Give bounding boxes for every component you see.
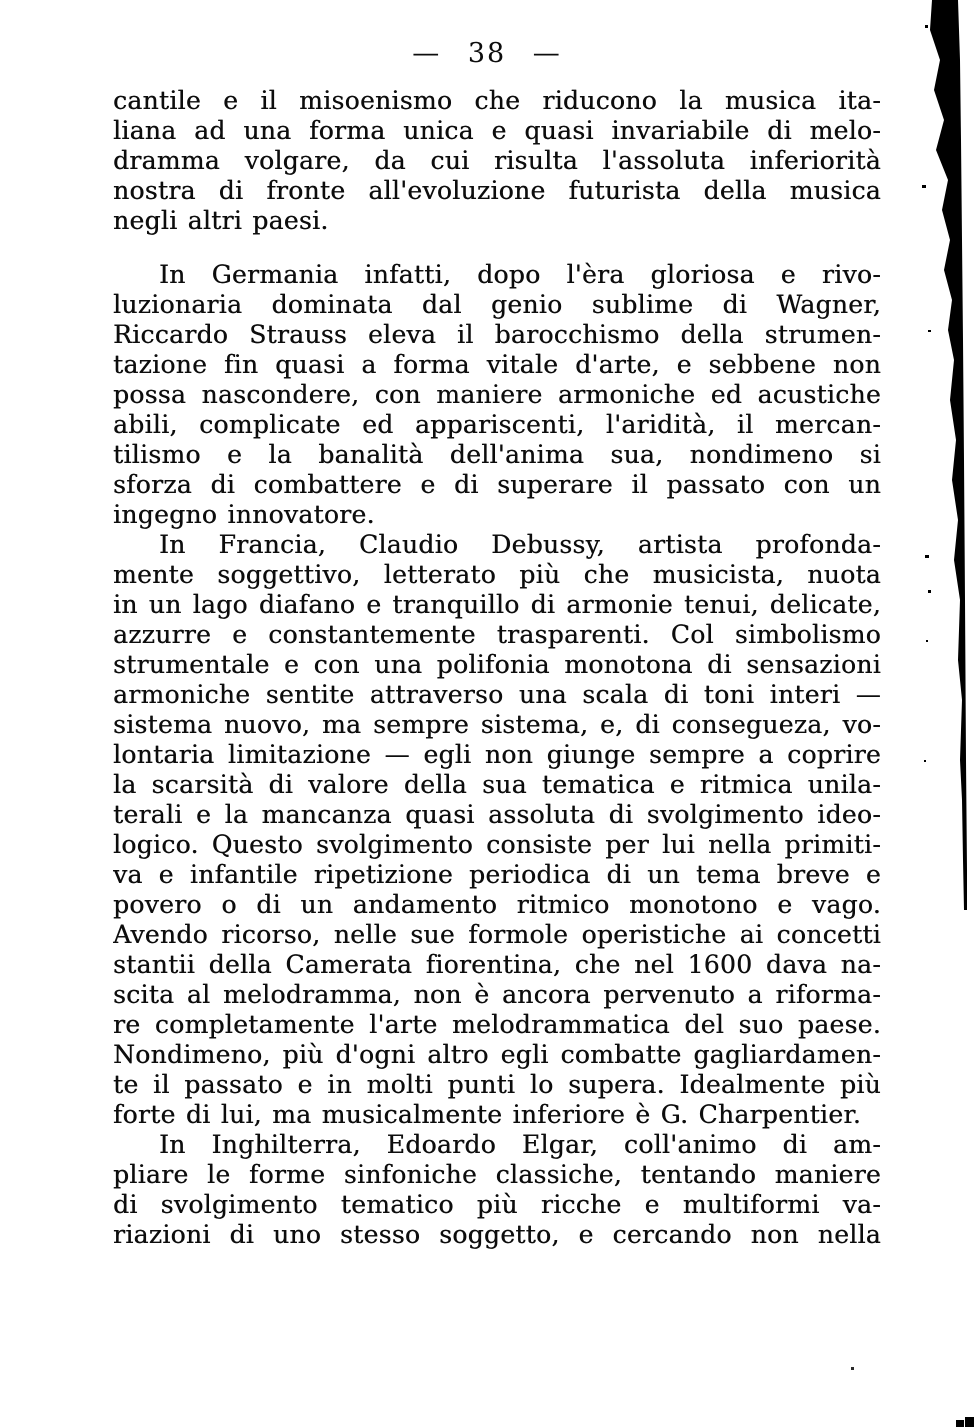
text-line: in un lago diafano e tranquillo di armonie tenui, delicate, bbox=[113, 590, 881, 619]
text-line: riazioni di uno stesso soggetto, e cercando non nella bbox=[113, 1220, 881, 1249]
text-line: stantii della Camerata fiorentina, che nel 1600 dava na- bbox=[113, 950, 881, 979]
text-line: va e infantile ripetizione periodica di un tema breve e bbox=[113, 860, 881, 889]
text-line: negli altri paesi. bbox=[113, 206, 329, 235]
text-line: Avendo ricorso, nelle sue formole operistiche ai concetti bbox=[113, 920, 881, 949]
text-line: abili, complicate ed appariscenti, l'aridità, il mercan- bbox=[113, 410, 881, 439]
text-line: azzurre e constantemente trasparenti. Col simbolismo bbox=[113, 620, 881, 649]
text-line: sistema nuovo, ma sempre sistema, e, di consegueza, vo- bbox=[113, 710, 881, 739]
text-line: re completamente l'arte melodrammatica del suo paese. bbox=[113, 1010, 881, 1039]
text-line: povero o di un andamento ritmico monotono e vago. bbox=[113, 890, 881, 919]
text-line: dramma volgare, da cui risulta l'assoluta inferiorità bbox=[113, 146, 881, 175]
text-line: mente soggettivo, letterato più che musicista, nuota bbox=[113, 560, 881, 589]
text-line: In Francia, Claudio Debussy, artista profonda- bbox=[159, 530, 881, 559]
text-line: forte di lui, ma musicalmente inferiore è G. Charpentier. bbox=[113, 1100, 862, 1129]
text-line: strumentale e con una polifonia monotona di sensazioni bbox=[113, 650, 881, 679]
page-number: — 38 — bbox=[412, 38, 562, 69]
binding-shadow-artifact bbox=[920, 0, 974, 915]
text-line: Riccardo Strauss eleva il barocchismo della strumen- bbox=[113, 320, 881, 349]
text-block bbox=[113, 86, 881, 1250]
text-line: In Germania infatti, dopo l'èra gloriosa e rivo- bbox=[159, 260, 881, 289]
text-line: possa nascondere, con maniere armoniche ed acustiche bbox=[113, 380, 881, 409]
text-line: sforza di combattere e di superare il passato con un bbox=[113, 470, 881, 499]
text-line: tazione fin quasi a forma vitale d'arte, e sebbene non bbox=[113, 350, 881, 379]
text-line: di svolgimento tematico più ricche e multiformi va- bbox=[113, 1190, 881, 1219]
text-line: terali e la mancanza quasi assoluta di svolgimento ideo- bbox=[113, 800, 881, 829]
text-line: nostra di fronte all'evoluzione futurista della musica bbox=[113, 176, 881, 205]
text-line: Nondimeno, più d'ogni altro egli combatte gagliardamen- bbox=[113, 1040, 881, 1069]
text-line: te il passato e in molti punti lo supera. Idealmente più bbox=[113, 1070, 881, 1099]
text-line: armoniche sentite attraverso una scala di toni interi — bbox=[113, 680, 881, 709]
corner-ink-mark bbox=[965, 1417, 974, 1427]
text-line: pliare le forme sinfoniche classiche, tentando maniere bbox=[113, 1160, 881, 1189]
text-line: luzionaria dominata dal genio sublime di Wagner, bbox=[113, 290, 881, 319]
text-line: scita al melodramma, non è ancora pervenuto a riforma- bbox=[113, 980, 881, 1009]
ink-speck bbox=[851, 1367, 854, 1370]
text-line: tilismo e la banalità dell'anima sua, nondimeno si bbox=[113, 440, 881, 469]
text-line: logico. Questo svolgimento consiste per lui nella primiti- bbox=[113, 830, 881, 859]
text-line: In Inghilterra, Edoardo Elgar, coll'animo di am- bbox=[159, 1130, 881, 1159]
paragraph bbox=[113, 86, 881, 236]
text-line: ingegno innovatore. bbox=[113, 500, 375, 529]
paragraph bbox=[113, 260, 881, 530]
text-line: la scarsità di valore della sua tematica e ritmica unila- bbox=[113, 770, 881, 799]
corner-ink-mark bbox=[956, 1420, 964, 1427]
text-line: liana ad una forma unica e quasi invariabile di melo- bbox=[113, 116, 881, 145]
text-line: lontaria limitazione — egli non giunge sempre a coprire bbox=[113, 740, 881, 769]
paragraph bbox=[113, 530, 881, 1130]
text-line: cantile e il misoenismo che riducono la musica ita- bbox=[113, 86, 881, 115]
paragraph bbox=[113, 1130, 881, 1250]
